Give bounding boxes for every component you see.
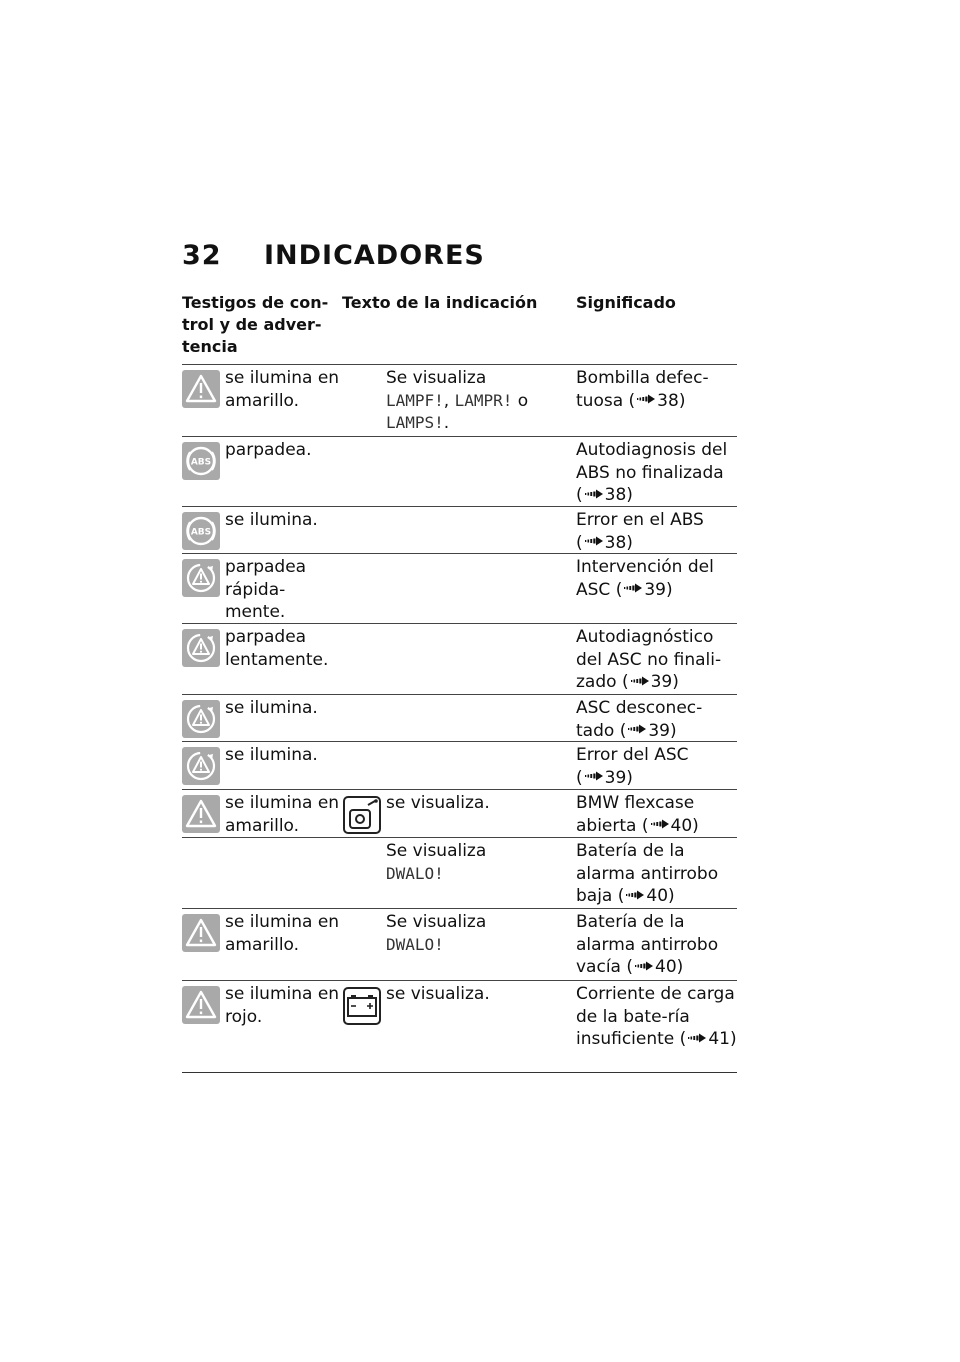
asc-icon: [182, 747, 220, 785]
table-row: [182, 837, 737, 908]
meaning-text: Autodiagnosis del ABS no finalizada: [576, 440, 728, 483]
display-cell: [342, 695, 576, 741]
page-reference: ( 39): [621, 672, 679, 692]
lamp-status-text: se ilumina en amarillo.: [225, 368, 340, 411]
meaning-text: Batería de la alarma antirrobo vacía: [576, 912, 719, 977]
warning-triangle-icon: [182, 370, 220, 408]
lamp-status-text: se ilumina en amarillo.: [225, 793, 340, 836]
display-icon-spacer: [342, 626, 386, 694]
page-reference-number: 40: [670, 815, 693, 836]
meaning-text: Bombilla defec-tuosa: [576, 368, 709, 411]
page-reference-arrow-icon: [584, 535, 604, 547]
page-reference-number: 39: [648, 720, 670, 741]
display-cell: [342, 437, 576, 506]
display-cell: [342, 507, 576, 553]
lamp-cell: [182, 365, 342, 436]
display-code: LAMPR!: [454, 390, 513, 410]
lamp-icon-spacer: [182, 840, 225, 908]
display-icon-spacer: [342, 439, 386, 506]
display-code: DWALO!: [386, 863, 444, 883]
display-cell: [342, 554, 576, 623]
display-icon-spacer: [342, 911, 386, 980]
meaning-text: Corriente de carga de la bate-ría insuficiente: [576, 984, 735, 1049]
page-reference-number: 39: [644, 579, 666, 600]
display-icon-spacer: [342, 556, 386, 623]
meaning-text: Intervención del ASC: [576, 557, 714, 600]
meaning-cell: [576, 365, 737, 436]
lamp-cell: [182, 507, 342, 553]
display-text: [386, 840, 486, 908]
meaning-cell: [576, 507, 737, 553]
display-cell: [342, 365, 576, 436]
page-reference: ( 39): [576, 767, 633, 788]
page-reference-arrow-icon: [634, 960, 654, 972]
lamp-status-text: parpadea rápida-mente.: [225, 557, 307, 622]
page-reference-number: 38: [657, 390, 679, 411]
lamp-cell: [182, 437, 342, 506]
meaning-text: Autodiagnóstico del ASC no finali-zado: [576, 627, 722, 692]
display-separator: ,: [443, 390, 455, 411]
lamp-status-text: parpadea.: [225, 440, 312, 460]
column-header-meaning: Significado: [576, 293, 676, 312]
page-reference-arrow-icon: [687, 1032, 707, 1044]
lamp-cell: [182, 790, 342, 837]
page-header: [182, 240, 485, 271]
page-reference: ( 39): [615, 579, 673, 600]
display-code: LAMPS!: [386, 413, 444, 432]
meaning-cell: [576, 742, 737, 789]
display-label: se visualiza.: [386, 793, 490, 813]
page-reference: ( 40): [626, 957, 684, 977]
page-reference: ( 40): [641, 815, 699, 836]
display-separator: .: [443, 413, 450, 433]
warning-triangle-icon: [182, 986, 220, 1024]
page-number: 32: [182, 240, 222, 271]
svg-text:ABS: ABS: [190, 527, 212, 538]
display-code: DWALO!: [386, 934, 444, 954]
table-header: [182, 292, 737, 364]
display-icon-spacer: [342, 744, 386, 789]
page-reference-number: 41: [708, 1029, 730, 1049]
warning-triangle-icon: [182, 795, 220, 833]
page-reference-number: 39: [650, 672, 673, 692]
page-reference: ( 39): [619, 720, 677, 741]
lamp-status-text: se ilumina en amarillo.: [225, 912, 340, 955]
page-reference-number: 39: [604, 767, 627, 788]
meaning-cell: [576, 624, 737, 694]
lamp-cell: [182, 742, 342, 789]
page-reference-arrow-icon: [584, 488, 604, 500]
display-cell: [342, 742, 576, 789]
display-label: Se visualiza: [386, 912, 487, 932]
display-cell: [342, 790, 576, 837]
page-reference-number: 40: [646, 886, 669, 906]
asc-icon: [182, 700, 220, 738]
display-cell: [342, 909, 576, 980]
meaning-cell: [576, 437, 737, 506]
table-row: [182, 741, 737, 789]
page-reference-number: 38: [604, 485, 627, 505]
abs-icon: [182, 512, 220, 550]
column-header-lamp: Testigos de con-trol y de adver-tencia: [182, 293, 329, 356]
lamp-cell: [182, 695, 342, 741]
meaning-cell: [576, 838, 737, 908]
page-reference: ( 41): [679, 1029, 737, 1049]
meaning-text: Batería de la alarma antirrobo baja: [576, 841, 719, 906]
display-text: [386, 367, 576, 436]
lamp-cell: [182, 909, 342, 980]
flexcase-icon: [342, 795, 382, 835]
page-title: INDICADORES: [264, 240, 485, 271]
indicator-table: [182, 292, 737, 1073]
meaning-cell: [576, 695, 737, 741]
display-text: [386, 792, 490, 837]
meaning-cell: [576, 790, 737, 837]
table-row: [182, 506, 737, 553]
meaning-cell: [576, 981, 737, 1072]
table-row: [182, 908, 737, 980]
display-cell: [342, 624, 576, 694]
page-reference-arrow-icon: [630, 675, 650, 687]
page-reference-number: 38: [604, 532, 627, 553]
page-reference: ( 38): [628, 390, 686, 411]
table-row: [182, 694, 737, 741]
table-body: [182, 364, 737, 1073]
lamp-cell: [182, 554, 342, 623]
lamp-cell: [182, 624, 342, 694]
warning-triangle-icon: [182, 914, 220, 952]
table-row: [182, 436, 737, 506]
asc-icon: [182, 629, 220, 667]
meaning-text: Error en el ABS: [576, 510, 704, 530]
table-row: [182, 980, 737, 1073]
page-reference-arrow-icon: [625, 889, 645, 901]
lamp-status-text: se ilumina.: [225, 745, 318, 765]
asc-icon: [182, 559, 220, 597]
page-reference: ( 38): [576, 532, 633, 553]
display-text: [386, 983, 490, 1072]
display-icon-spacer: [342, 840, 386, 908]
display-icon-spacer: [342, 509, 386, 553]
page-reference-arrow-icon: [636, 393, 656, 405]
display-icon-spacer: [342, 367, 386, 436]
page-reference-arrow-icon: [650, 818, 670, 830]
meaning-text: Error del ASC: [576, 745, 689, 765]
abs-icon: [182, 442, 220, 480]
table-row: [182, 623, 737, 694]
lamp-cell: [182, 981, 342, 1072]
meaning-text: ASC desconec-tado: [576, 698, 703, 741]
display-code: LAMPF!: [386, 390, 444, 410]
page-reference-number: 40: [655, 957, 677, 977]
page-reference: ( 40): [617, 886, 675, 906]
display-text: [386, 911, 486, 980]
lamp-status-text: se ilumina en rojo.: [225, 984, 340, 1027]
page-reference: ( 38): [576, 485, 633, 505]
table-row: [182, 364, 737, 436]
display-label: Se visualiza: [386, 841, 487, 861]
meaning-cell: [576, 554, 737, 623]
lamp-cell: [182, 838, 342, 908]
meaning-cell: [576, 909, 737, 980]
lamp-status-text: parpadea lentamente.: [225, 627, 329, 670]
lamp-status-text: se ilumina.: [225, 510, 318, 530]
table-row: [182, 553, 737, 623]
meaning-text: BMW flexcase abierta: [576, 793, 695, 836]
display-label: se visualiza.: [386, 984, 490, 1004]
page-reference-arrow-icon: [623, 582, 643, 594]
display-icon-spacer: [342, 697, 386, 741]
page-reference-arrow-icon: [584, 770, 604, 782]
table-row: [182, 789, 737, 837]
display-cell: [342, 838, 576, 908]
display-separator: o: [512, 390, 529, 411]
svg-text:ABS: ABS: [190, 457, 212, 468]
display-cell: [342, 981, 576, 1072]
display-label: Se visualiza: [386, 368, 487, 388]
battery-icon: [342, 986, 382, 1026]
page-reference-arrow-icon: [627, 723, 647, 735]
column-header-display: Texto de la indicación: [342, 293, 538, 312]
lamp-status-text: se ilumina.: [225, 698, 318, 718]
